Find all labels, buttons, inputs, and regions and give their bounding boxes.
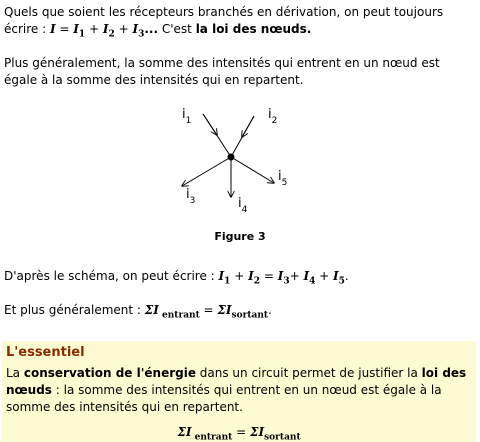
label-i3: $i_3$ [186, 187, 196, 206]
node-point [228, 154, 235, 161]
label-i5: $i_5$ [278, 169, 288, 188]
general-statement: Plus généralement, la somme des intensités qui entrent en un nœud est égale à la somme des intensités qui en repartent. [4, 56, 440, 87]
branch-i3 [182, 157, 231, 186]
intro-text: Quels que soient les récepteurs branchés en dérivation, on peut toujours écrire : [4, 5, 444, 36]
figure-caption: Figure 3 [214, 230, 266, 243]
arrow-i1 [203, 114, 217, 135]
intro-paragraph [4, 4, 474, 43]
essentiel-formula: ΣI $_{entrant} = \Sigma I_{sortant}$ [177, 425, 301, 442]
label-i2: $i_2$ [268, 107, 278, 126]
label-i1: $i_1$ [182, 107, 192, 126]
essentiel-box [2, 341, 476, 442]
general-equation-line: Et plus généralement : ΣI $_{entrant} = \Sigma I_{sortant}$. [4, 303, 272, 321]
intro-text-2: C'est [158, 22, 196, 36]
schema-equation: $I_1 + I_2 = I_3+ I_4 + I_5$ [218, 269, 345, 287]
node-diagram [170, 100, 300, 222]
branch-i5 [231, 157, 274, 183]
general-equation: ΣI $_{entrant} = \Sigma I_{sortant}$ [144, 303, 269, 321]
label-i4: $i_4$ [238, 196, 248, 215]
essentiel-title: L'essentiel [6, 345, 85, 360]
essentiel-text: La conservation de l'énergie dans un circuit permet de justifier la loi des nœuds : la somme des intensités qui entrent en un nœud est égale à la somme des intensités qui en repartent. [6, 366, 467, 414]
schema-equation-line: D'après le schéma, on peut écrire : $I_1 + I_2 = I_3+ I_4 + I_5$. [4, 269, 349, 287]
node-law-term: la loi des nœuds. [195, 22, 312, 36]
node-law-formula: $I = I_1 + I_2 + I_3$... [49, 22, 159, 40]
arrow-i2 [242, 116, 254, 137]
